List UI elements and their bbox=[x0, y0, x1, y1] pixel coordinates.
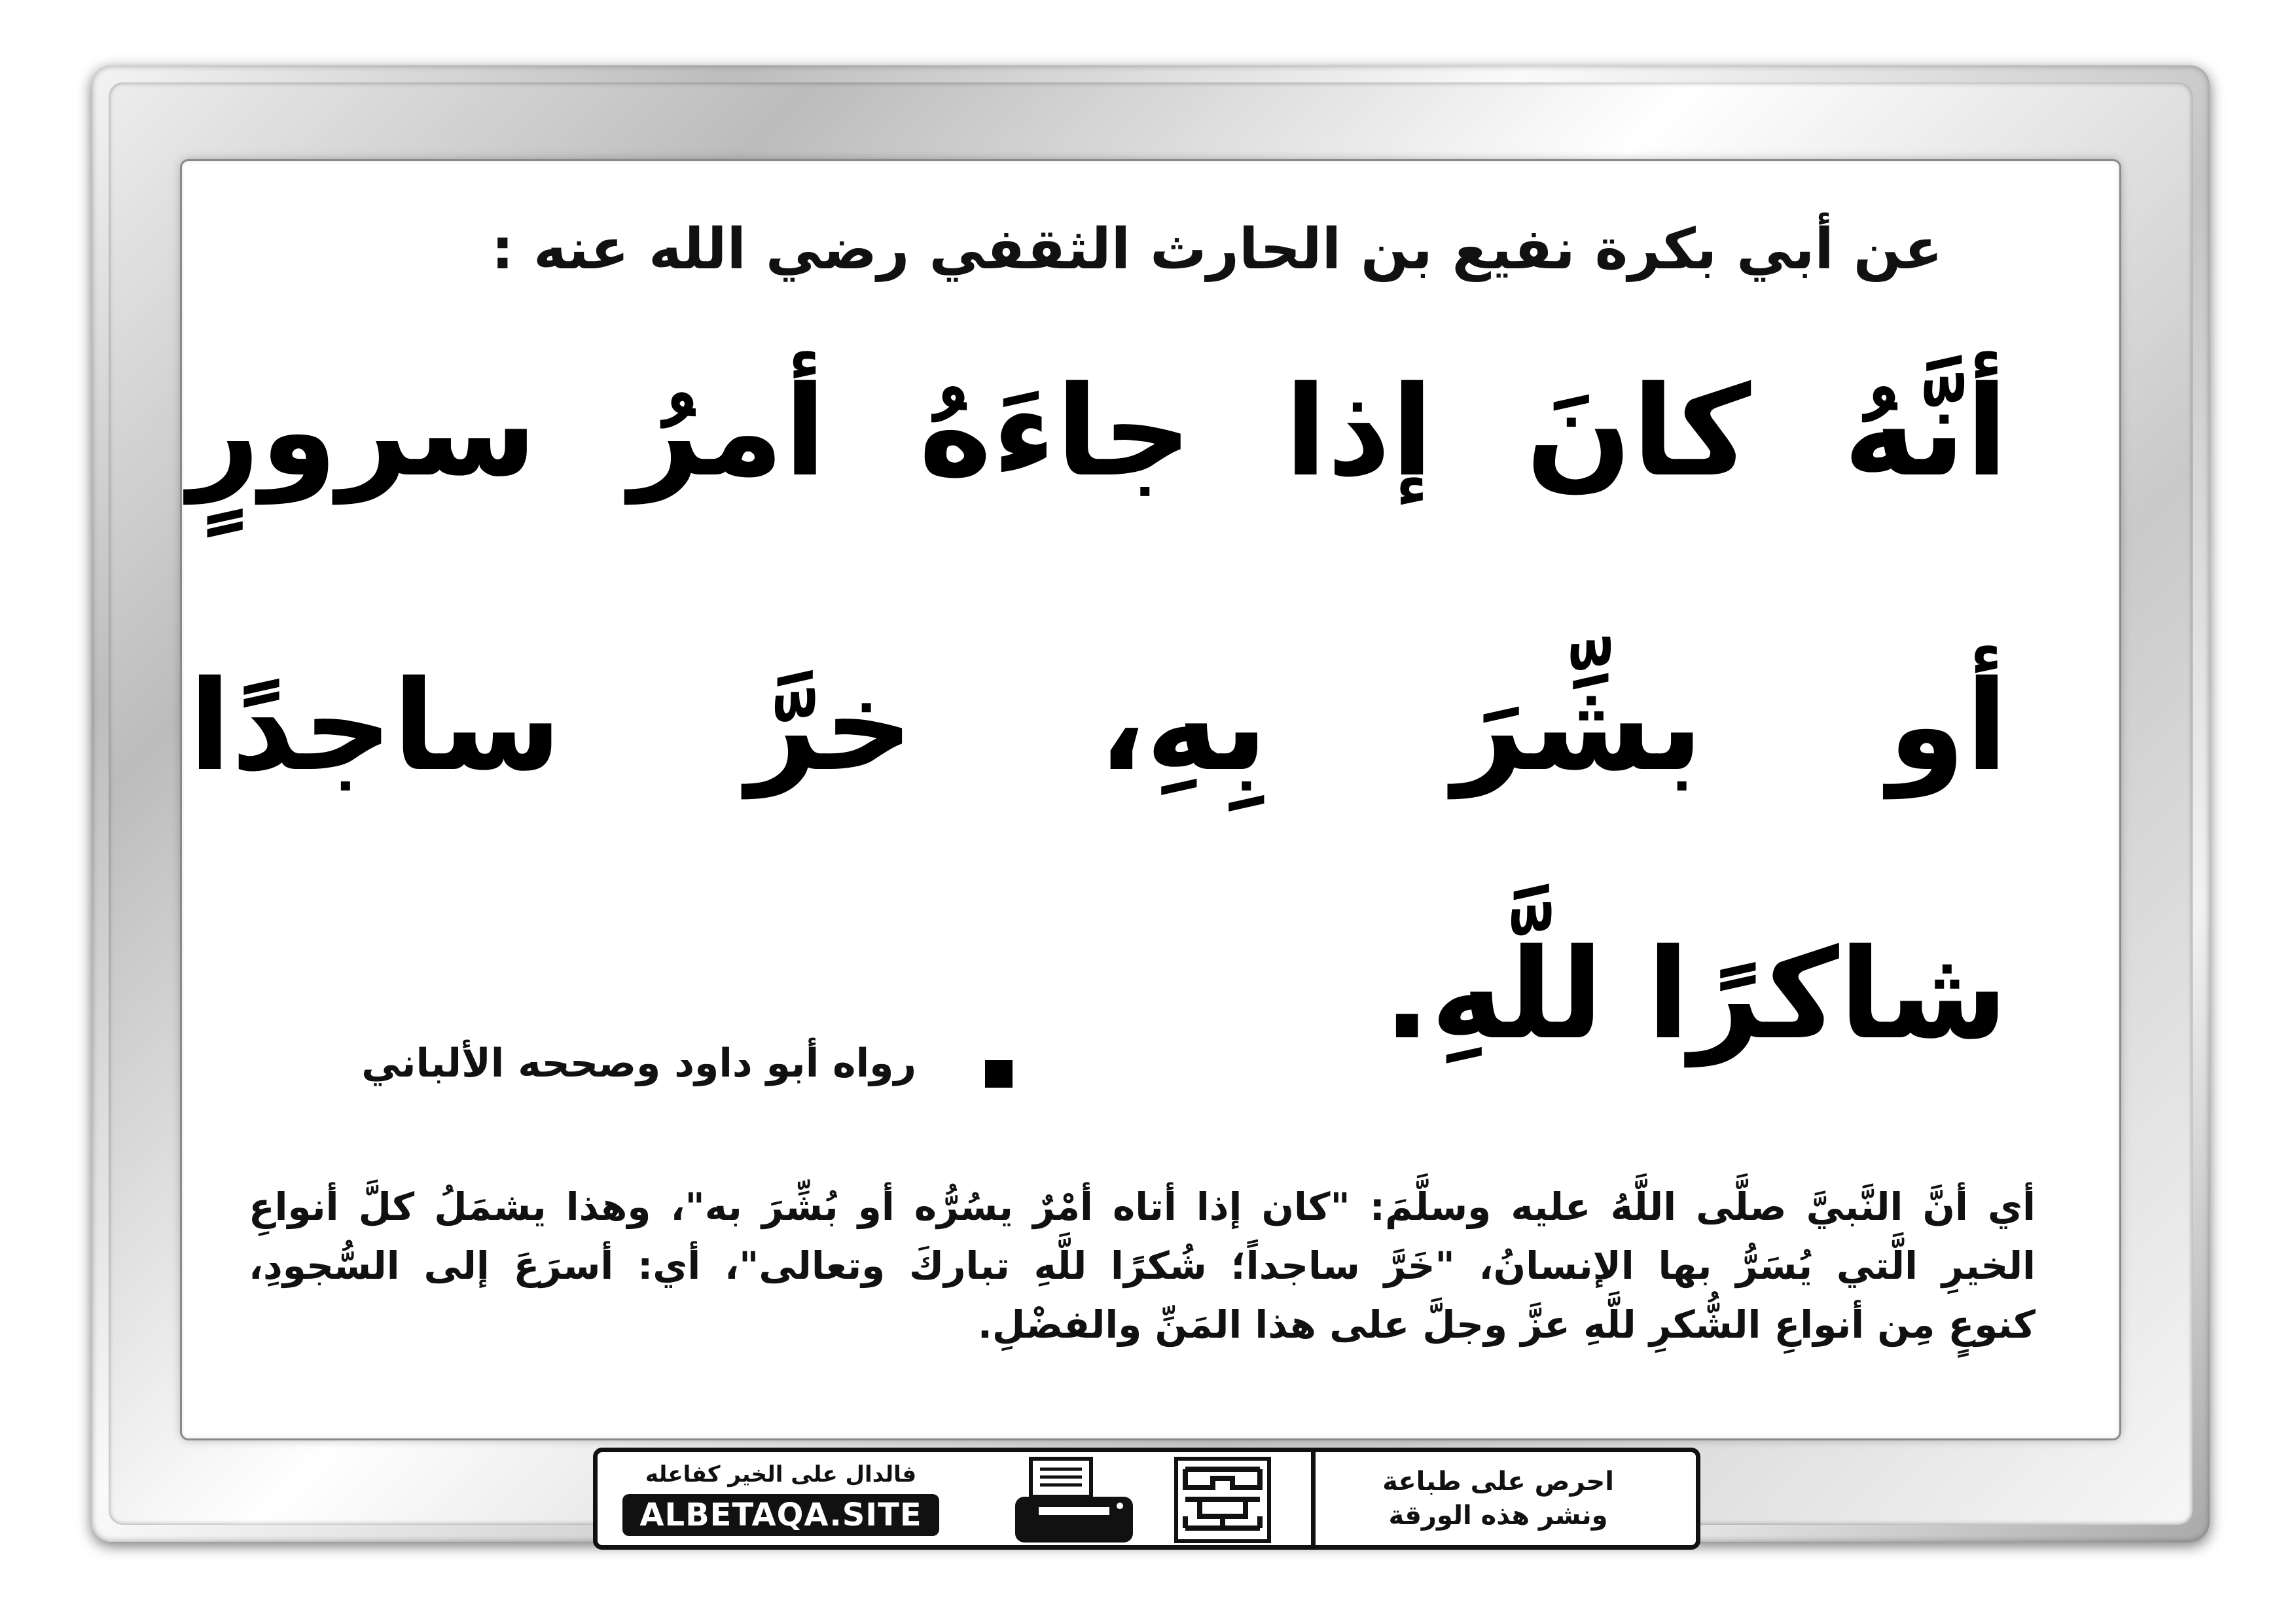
explanation-line-2: الخيرِ الَّتي يُسَرُّ بها الإنسانُ، "خَرَّ ساجداً؛ شُكرًا للَّهِ تباركَ وتعالى"، أي: أسرَعَ إلى السُّجودِ، bbox=[249, 1243, 2036, 1288]
hadith-line-3: شاكرًا للَّهِ. bbox=[1383, 922, 2008, 1067]
footer-cta-block bbox=[1315, 1452, 1681, 1545]
end-mark bbox=[985, 1060, 1013, 1088]
footer-site-block bbox=[611, 1452, 951, 1545]
hadith-source: رواه أبو داود وصححه الألباني bbox=[361, 1041, 916, 1086]
narrator-line: عن أبي بكرة نفيع بن الحارث الثقفي رضي الله عنه : bbox=[491, 217, 1943, 282]
hadith-line-2: أو بشِّرَ بِهِ، خرَّ ساجدًا bbox=[188, 654, 2008, 798]
site-link[interactable]: ALBETAQA.SITE bbox=[622, 1494, 939, 1536]
printer-icon bbox=[1009, 1455, 1139, 1546]
explanation-text bbox=[249, 1178, 2036, 1355]
explanation-line-3: كنوعٍ مِن أنواعِ الشُّكرِ للَّهِ عزَّ وجلَّ على هذا المَنِّ والفضْلِ. bbox=[977, 1302, 2036, 1347]
footer-bar bbox=[593, 1448, 1700, 1550]
explanation-line-1: أي أنَّ النَّبيَّ صلَّى اللَّهُ عليه وسلَّمَ: "كان إذا أتاه أمْرٌ يسُرُّه أو بُشِّرَ به"، وهذا يشمَلُ كلَّ أنواعِ bbox=[249, 1185, 2036, 1229]
hadith-line-1: أنَّهُ كانَ إذا جاءَهُ أمرُ سرورٍ bbox=[188, 359, 2008, 504]
kufic-logo-icon bbox=[1174, 1456, 1272, 1544]
footer-cta-line-2: ونشر هذه الورقة bbox=[1388, 1501, 1608, 1531]
footer-tagline: فالدال على الخير كفاعله bbox=[645, 1461, 917, 1488]
footer-cta-line-1: احرص على طباعة bbox=[1382, 1467, 1614, 1497]
